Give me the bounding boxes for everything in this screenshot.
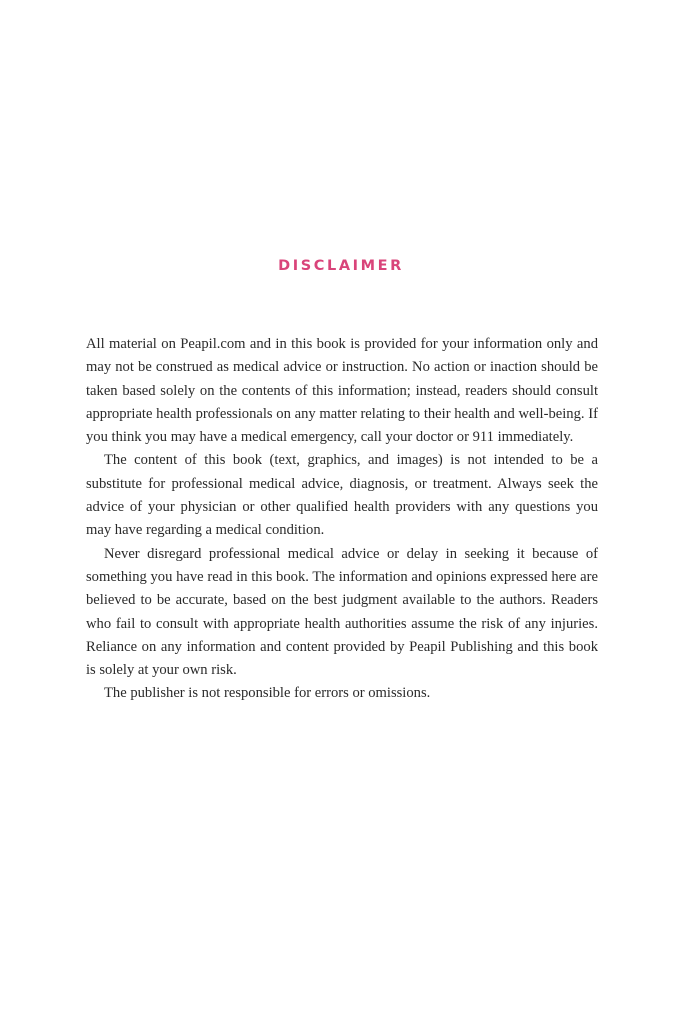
paragraph-4: The publisher is not responsible for errors or omissions. bbox=[104, 685, 431, 702]
paragraph-3: Never disregard professional medical advice or delay in seeking it because of something you have read in this book. The information and opinions expressed here are believed to be accurate, based on the best judgment available to the authors. Readers who fail to consult with appropriate health authorities assume the risk of any injuries. Reliance on any information and content provided by Peapil Publishing and this book is solely at your own risk. bbox=[86, 545, 598, 679]
disclaimer-body bbox=[86, 333, 598, 706]
paragraph-1: All material on Peapil.com and in this book is provided for your information only and may not be construed as medical advice or instruction. No action or inaction should be taken based solely on the contents of this information; instead, readers should consult appropriate health professionals on any matter relating to their health and well-being. If you think you may have a medical emergency, call your doctor or 911 immediately. bbox=[86, 336, 598, 446]
page-title: DISCLAIMER bbox=[278, 258, 404, 274]
paragraph-2: The content of this book (text, graphics, and images) is not intended to be a substitute for professional medical advice, diagnosis, or treatment. Always seek the advice of your physician or other qualified health providers with any questions you may have regarding a medical condition. bbox=[86, 452, 598, 539]
